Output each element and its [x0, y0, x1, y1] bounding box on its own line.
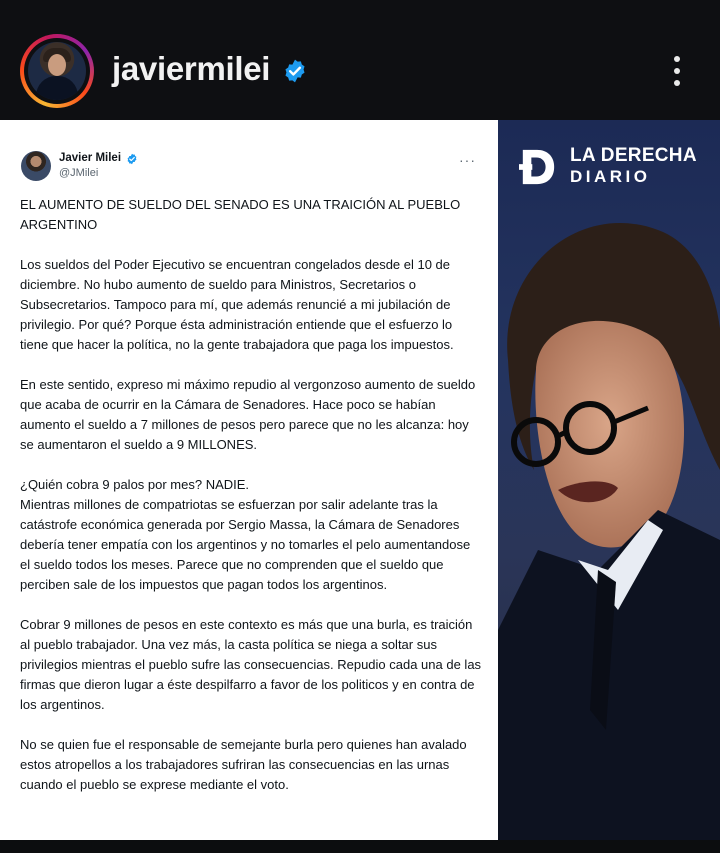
tweet-more-icon: ··· — [459, 152, 476, 168]
avatar-ring-gap — [24, 38, 90, 104]
kebab-dot — [674, 56, 680, 62]
tweet-card — [0, 120, 498, 840]
tweet-text — [20, 195, 482, 815]
kebab-dot — [674, 80, 680, 86]
avatar-face — [48, 54, 66, 76]
tweet-avatar — [21, 151, 51, 181]
tweet-paragraph: No se quien fue el responsable de semejante burla pero quienes han avalado estos atropellos a los trabajadores sufriran las consecuencias en las urnas cuando el pueblo se exprese mediante el voto. — [20, 737, 467, 792]
tweet-paragraph: EL AUMENTO DE SUELDO DEL SENADO ES UNA TRAICIÓN AL PUEBLO ARGENTINO — [20, 197, 461, 232]
brand-name-line1: LA DERECHA — [570, 145, 697, 166]
more-vertical-icon[interactable] — [664, 54, 690, 90]
post-image[interactable] — [0, 120, 720, 840]
post-header — [0, 0, 720, 120]
avatar-suit — [36, 76, 78, 100]
portrait-illustration — [498, 210, 720, 840]
username-link[interactable]: javiermilei — [112, 50, 271, 87]
tweet-paragraph: ¿Quién cobra 9 palos por mes? NADIE. Mientras millones de compatriotas se esfuerzan por salir adelante tras la catástrofe económica generada por Sergio Massa, la Cámara de Senadores debería tener empatía con los argentinos y no tomarles el pelo aumentandose el sueldo todos los meses. Parece que no comprenden que el sueldo que perciben sale de los impuestos que pagan todos los argentinos. — [20, 477, 471, 592]
avatar-image — [28, 42, 86, 100]
kebab-dot — [674, 68, 680, 74]
tweet-author-handle: @JMilei — [59, 167, 99, 179]
tweet-paragraph: Cobrar 9 millones de pesos en este contexto es más que una burla, es traición al pueblo trabajador. Una vez más, la casta política se niega a soltar sus privilegios mientras el pueblo sufre las consecuencias. Repudio cada una de las firmas que dieron lugar a éste despilfarro a favor de los politicos y en contra de los argentinos. — [20, 617, 482, 712]
bottom-strip — [0, 840, 720, 853]
tweet-paragraph: Los sueldos del Poder Ejecutivo se encuentran congelados desde el 10 de diciembre. No hubo aumento de sueldo para Ministros, Secretarios o Subsecretarios. Tampoco para mí, que además renuncié a mi jubilación de privilegio. Por qué? Porque ésta administración entiende que el esfuerzo lo tiene que hacer la política, no la gente trabajadora que paga los impuestos. — [20, 257, 454, 352]
brand-name-line2: DIARIO — [570, 167, 651, 186]
tweet-verified-icon — [126, 153, 138, 165]
tweet-paragraph: En este sentido, expreso mi máximo repudio al vergonzoso aumento de sueldo que acaba de ocurrir en la Cámara de Senadores. Hace poco se habían aumento el sueldo a 7 millones de pesos pero parece que no les alcanza: hoy se aumentaron el sueldo a 9 MILLONES. — [20, 377, 476, 452]
tweet-author-name: Javier Milei — [59, 152, 122, 164]
brand-logo-icon — [519, 147, 557, 187]
verified-badge-icon — [282, 58, 308, 84]
promo-panel — [498, 120, 720, 840]
profile-avatar[interactable] — [20, 34, 94, 108]
